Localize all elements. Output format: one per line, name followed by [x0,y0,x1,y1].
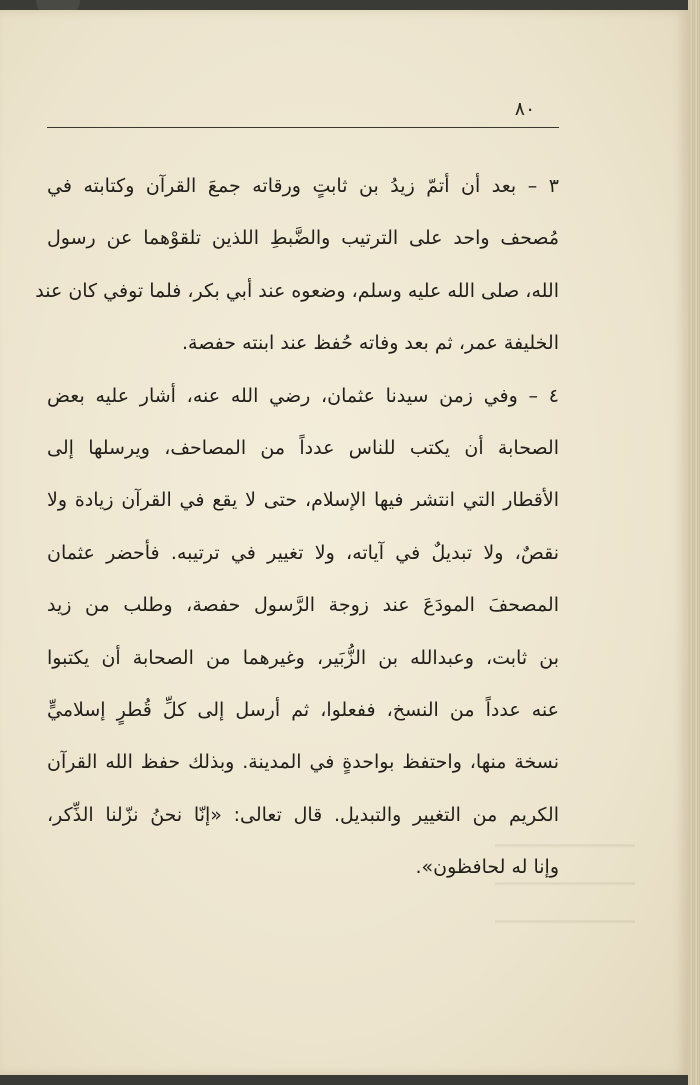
paragraph-4 [47,370,559,894]
text-line: الكريم من التغيير والتبديل. قال تعالى: «إنّا نحنُ نزّلنا الذِّكر، [47,803,559,826]
text-line: وإنا له لحافظون». [415,856,559,879]
header-rule [47,127,559,128]
text-line: عنه عدداً من النسخ، ففعلوا، ثم أرسل إلى كلِّ قُطرٍ إسلاميٍّ [47,698,559,721]
text-line: الخليفة عمر، ثم بعد وفاته حُفظ عند ابنته حفصة. [181,332,559,355]
text-line: الأقطار التي انتشر فيها الإسلام، حتى لا يقع في القرآن زيادة ولا [47,489,559,512]
text-line: ٣ – بعد أن أتمّ زيدُ بن ثابتٍ ورقاته جمعَ القرآن وكتابته في [47,175,559,197]
book-page [0,10,688,1075]
page-fore-edge [688,0,700,1085]
text-line: المصحفَ المودَعَ عند زوجة الرَّسول حفصة، وطلب من زيد [47,594,559,617]
body-text [35,160,559,893]
text-line: نسخة منها، واحتفظ بواحدةٍ في المدينة. وبذلك حفظ الله القرآن [47,751,559,774]
page-number: ٨٠ [514,98,536,120]
paragraph-3 [35,160,559,370]
text-line: نقصٌ، ولا تبديلٌ في آياته، ولا تغيير في ترتيبه. فأحضر عثمان [47,541,559,564]
text-line: الصحابة أن يكتب للناس عدداً من المصاحف، ويرسلها إلى [47,436,559,459]
text-line: الله، صلى الله عليه وسلم، وضعوه عند أبي بكر، فلما توفي كان عند [35,279,559,302]
text-line: بن ثابت، وعبدالله بن الزُّبَير، وغيرهما من الصحابة أن يكتبوا [47,646,559,669]
text-line: مُصحف واحد على الترتيب والضَّبطِ اللذين تلقوْهما عن رسول [47,227,559,250]
text-line: ٤ – وفي زمن سيدنا عثمان، رضي الله عنه، أشار عليه بعض [47,384,559,407]
